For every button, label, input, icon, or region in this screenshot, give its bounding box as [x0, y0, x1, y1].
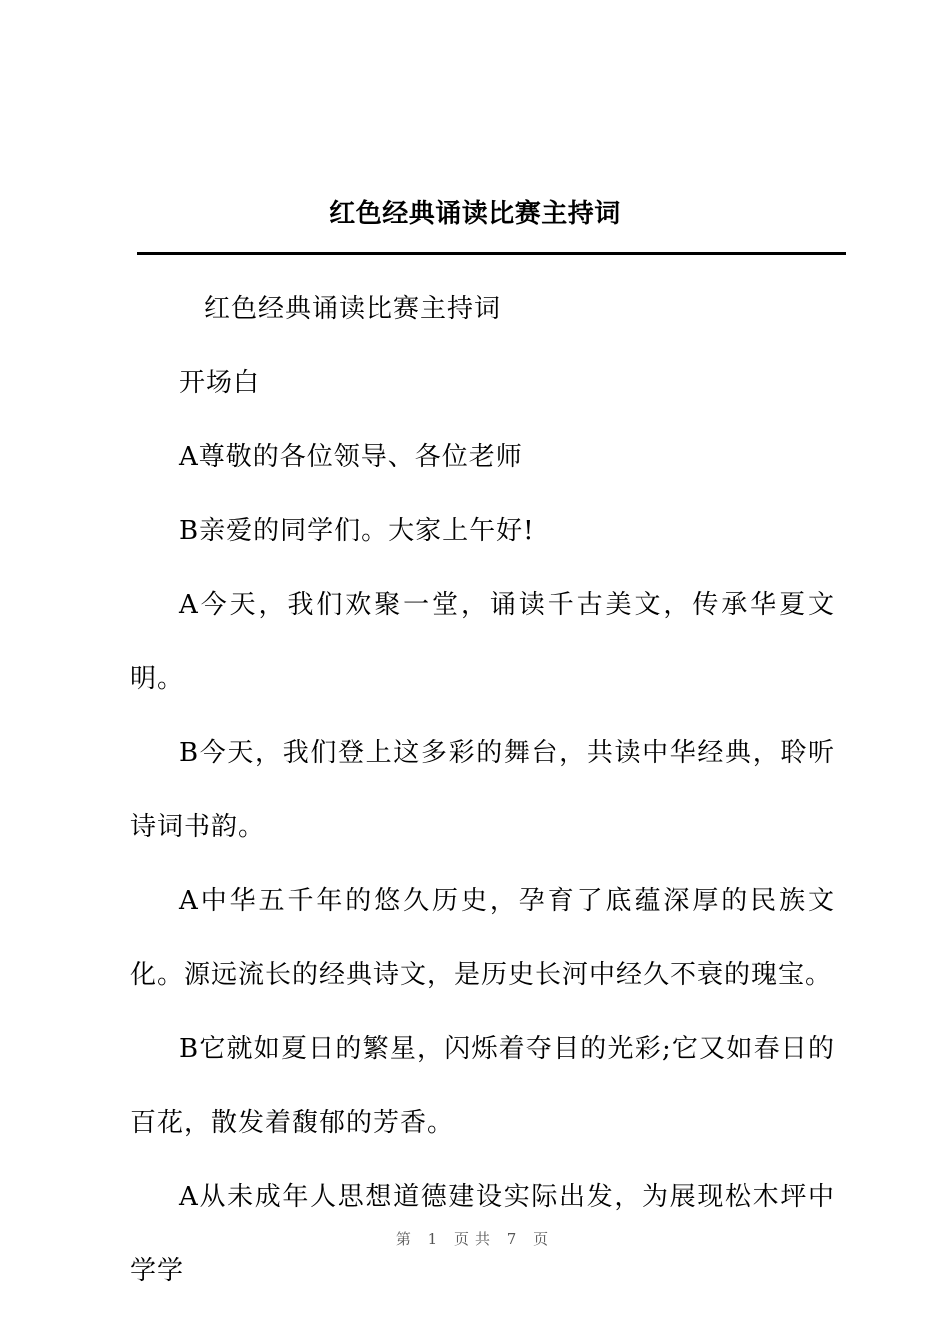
page-number-footer: 第 1 页共 7 页 — [395, 1230, 555, 1248]
paragraph: 开场白 — [179, 368, 261, 398]
paragraph: A从未成年人思想道德建设实际出发，为展现松木坪中学学 — [130, 1182, 835, 1286]
document-title: 红色经典诵读比赛主持词 — [329, 199, 621, 229]
paragraph: A今天，我们欢聚一堂，诵读千古美文，传承华夏文明。 — [130, 590, 835, 694]
paragraph: A中华五千年的悠久历史，孕育了底蕴深厚的民族文化。源远流长的经典诗文，是历史长河中经久不衰的瑰宝。 — [130, 886, 835, 990]
paragraph: B亲爱的同学们。大家上午好! — [179, 516, 535, 546]
paragraph: B它就如夏日的繁星，闪烁着夺目的光彩;它又如春日的百花，散发着馥郁的芳香。 — [130, 1034, 835, 1138]
paragraph: B今天，我们登上这多彩的舞台，共读中华经典，聆听诗词书韵。 — [130, 738, 835, 842]
paragraph: A尊敬的各位领导、各位老师 — [179, 442, 523, 472]
paragraph-subtitle: 红色经典诵读比赛主持词 — [204, 294, 502, 324]
title-divider — [137, 252, 846, 255]
document-body — [130, 272, 835, 1308]
